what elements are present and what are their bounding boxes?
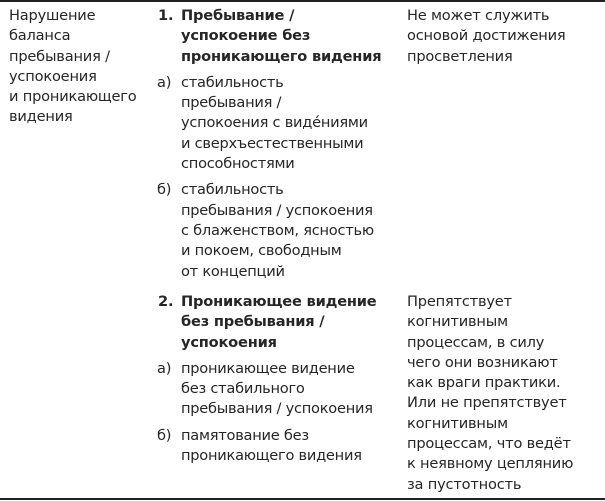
item-line: способностями <box>181 155 295 173</box>
row-1-item-b <box>156 180 401 281</box>
item-line: с блаженством, ясностью <box>181 221 374 239</box>
row-2-description <box>156 292 401 466</box>
item-line: пребывания / <box>181 94 282 112</box>
heading-line: успокоение без <box>181 27 311 45</box>
category-cell <box>9 6 149 128</box>
item-marker: а) <box>157 359 172 377</box>
row-2-number: 2. <box>158 293 174 310</box>
item-line: успокоения с видéниями <box>181 114 368 132</box>
heading-line: Пребывание / <box>181 7 295 24</box>
category-line: видения <box>9 108 73 126</box>
item-line: стабильность <box>181 73 284 91</box>
item-line: от концепций <box>181 262 285 280</box>
consequence-line: просветления <box>407 47 513 65</box>
consequence-line: Не может служить <box>407 7 550 24</box>
item-line: проникающего видения <box>181 447 362 465</box>
item-line: стабильность <box>181 181 284 199</box>
heading-line: без пребывания / <box>181 313 325 331</box>
row-1-heading <box>156 6 401 67</box>
row-2-consequence <box>407 292 602 495</box>
item-marker: б) <box>157 426 172 444</box>
item-line: памятование без <box>181 426 309 444</box>
row-1-description <box>156 6 401 282</box>
row-1-number: 1. <box>158 7 174 24</box>
category-line: Нарушение <box>9 7 96 24</box>
consequence-line: к неявному цеплянию <box>407 455 574 473</box>
consequence-line: Препятствует <box>407 293 512 310</box>
item-marker: а) <box>157 73 172 91</box>
row-2-heading <box>156 292 401 353</box>
row-2-item-b <box>156 426 401 467</box>
heading-line: Проникающее видение <box>181 293 377 310</box>
consequence-line: Или не препятствует <box>407 394 567 412</box>
consequence-line: когнитивным <box>407 414 508 432</box>
consequence-line: как враги практики. <box>407 374 561 392</box>
row-1-item-a <box>156 73 401 174</box>
table-top-rule <box>0 0 605 2</box>
consequence-line: основой достижения <box>407 27 566 45</box>
item-line: и сверхъестественными <box>181 134 364 152</box>
item-line: проникающее видение <box>181 359 355 377</box>
category-line: успокоения <box>9 67 97 85</box>
heading-line: успокоения <box>181 333 277 351</box>
item-line: без стабильного <box>181 380 305 398</box>
consequence-line: за пустотность <box>407 475 522 493</box>
consequence-line: процессам, что ведёт <box>407 435 571 453</box>
item-line: пребывания / успокоения <box>181 201 373 219</box>
table-bottom-rule <box>0 498 605 500</box>
row-1-consequence <box>407 6 602 67</box>
category-line: баланса <box>9 27 71 45</box>
row-2-item-a <box>156 359 401 420</box>
consequence-line: процессам, в силу <box>407 333 545 351</box>
item-line: и покоем, свободным <box>181 242 342 260</box>
item-line: пребывания / успокоения <box>181 400 373 418</box>
heading-line: проникающего видения <box>181 47 382 65</box>
category-line: и проникающего <box>9 88 137 106</box>
consequence-line: когнитивным <box>407 313 508 331</box>
item-marker: б) <box>157 181 172 199</box>
category-line: пребывания / <box>9 47 110 65</box>
consequence-line: чего они возникают <box>407 353 558 371</box>
